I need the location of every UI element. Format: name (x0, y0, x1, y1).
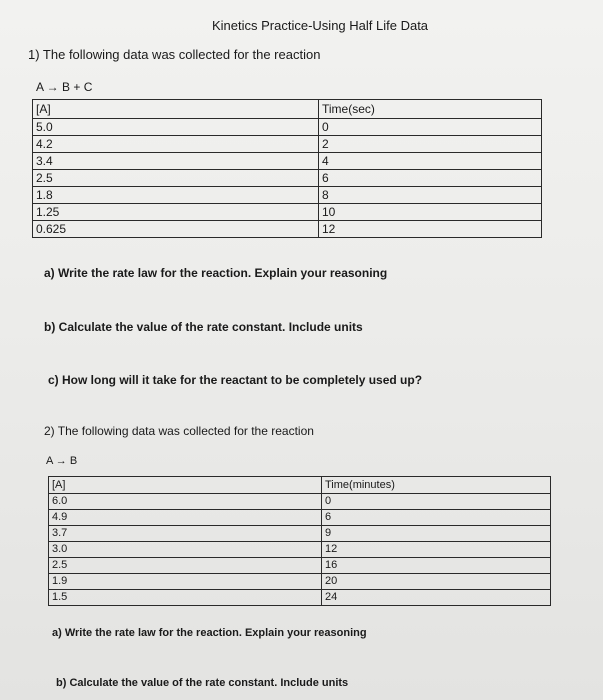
problem-1-reaction: A → B + C (36, 80, 93, 94)
table-row (49, 558, 551, 574)
problem-1-part-a: a) Write the rate law for the reaction. Explain your reasoning (44, 266, 388, 280)
problem-1-data-table (32, 99, 542, 238)
time-cell: 12 (319, 221, 542, 238)
problem-2-data-table (48, 476, 551, 606)
time-cell: 6 (319, 170, 542, 187)
table-row (33, 119, 542, 136)
problem-2-part-a: a) Write the rate law for the reaction. Explain your reasoning (52, 627, 367, 639)
table-header-row (33, 100, 542, 119)
table-row (49, 590, 551, 606)
column-header-concentration: [A] (49, 477, 322, 494)
table-row (49, 574, 551, 590)
column-header-concentration: [A] (33, 100, 319, 119)
table-row (49, 494, 551, 510)
column-header-time: Time(minutes) (322, 477, 551, 494)
table-row (33, 136, 542, 153)
table-row (33, 153, 542, 170)
problem-1-part-c: c) How long will it take for the reactant to be completely used up? (48, 373, 423, 387)
worksheet-title: Kinetics Practice-Using Half Life Data (212, 18, 429, 33)
time-cell: 8 (319, 187, 542, 204)
concentration-cell: 4.2 (33, 136, 319, 153)
time-cell: 6 (322, 510, 551, 526)
concentration-cell: 3.7 (49, 526, 322, 542)
time-cell: 12 (322, 542, 551, 558)
concentration-cell: 5.0 (33, 119, 319, 136)
time-cell: 4 (319, 153, 542, 170)
problem-2-prompt: 2) The following data was collected for the reaction (44, 424, 314, 438)
concentration-cell: 1.9 (49, 574, 322, 590)
column-header-time: Time(sec) (319, 100, 542, 119)
problem-2-part-b: b) Calculate the value of the rate constant. Include units (56, 677, 349, 689)
time-cell: 20 (322, 574, 551, 590)
concentration-cell: 4.9 (49, 510, 322, 526)
concentration-cell: 2.5 (33, 170, 319, 187)
time-cell: 24 (322, 590, 551, 606)
table-row (33, 204, 542, 221)
problem-2-reaction: A → B (46, 455, 78, 467)
table-row (33, 187, 542, 204)
time-cell: 2 (319, 136, 542, 153)
concentration-cell: 1.5 (49, 590, 322, 606)
table-row (33, 170, 542, 187)
time-cell: 9 (322, 526, 551, 542)
concentration-cell: 6.0 (49, 494, 322, 510)
concentration-cell: 1.25 (33, 204, 319, 221)
problem-1-part-b: b) Calculate the value of the rate constant. Include units (44, 320, 363, 334)
concentration-cell: 3.4 (33, 153, 319, 170)
table-row (33, 221, 542, 238)
time-cell: 0 (322, 494, 551, 510)
problem-1-prompt: 1) The following data was collected for the reaction (28, 47, 321, 62)
time-cell: 10 (319, 204, 542, 221)
table-header-row (49, 477, 551, 494)
concentration-cell: 1.8 (33, 187, 319, 204)
time-cell: 16 (322, 558, 551, 574)
concentration-cell: 3.0 (49, 542, 322, 558)
time-cell: 0 (319, 119, 542, 136)
concentration-cell: 2.5 (49, 558, 322, 574)
table-row (49, 542, 551, 558)
concentration-cell: 0.625 (33, 221, 319, 238)
table-row (49, 526, 551, 542)
table-row (49, 510, 551, 526)
